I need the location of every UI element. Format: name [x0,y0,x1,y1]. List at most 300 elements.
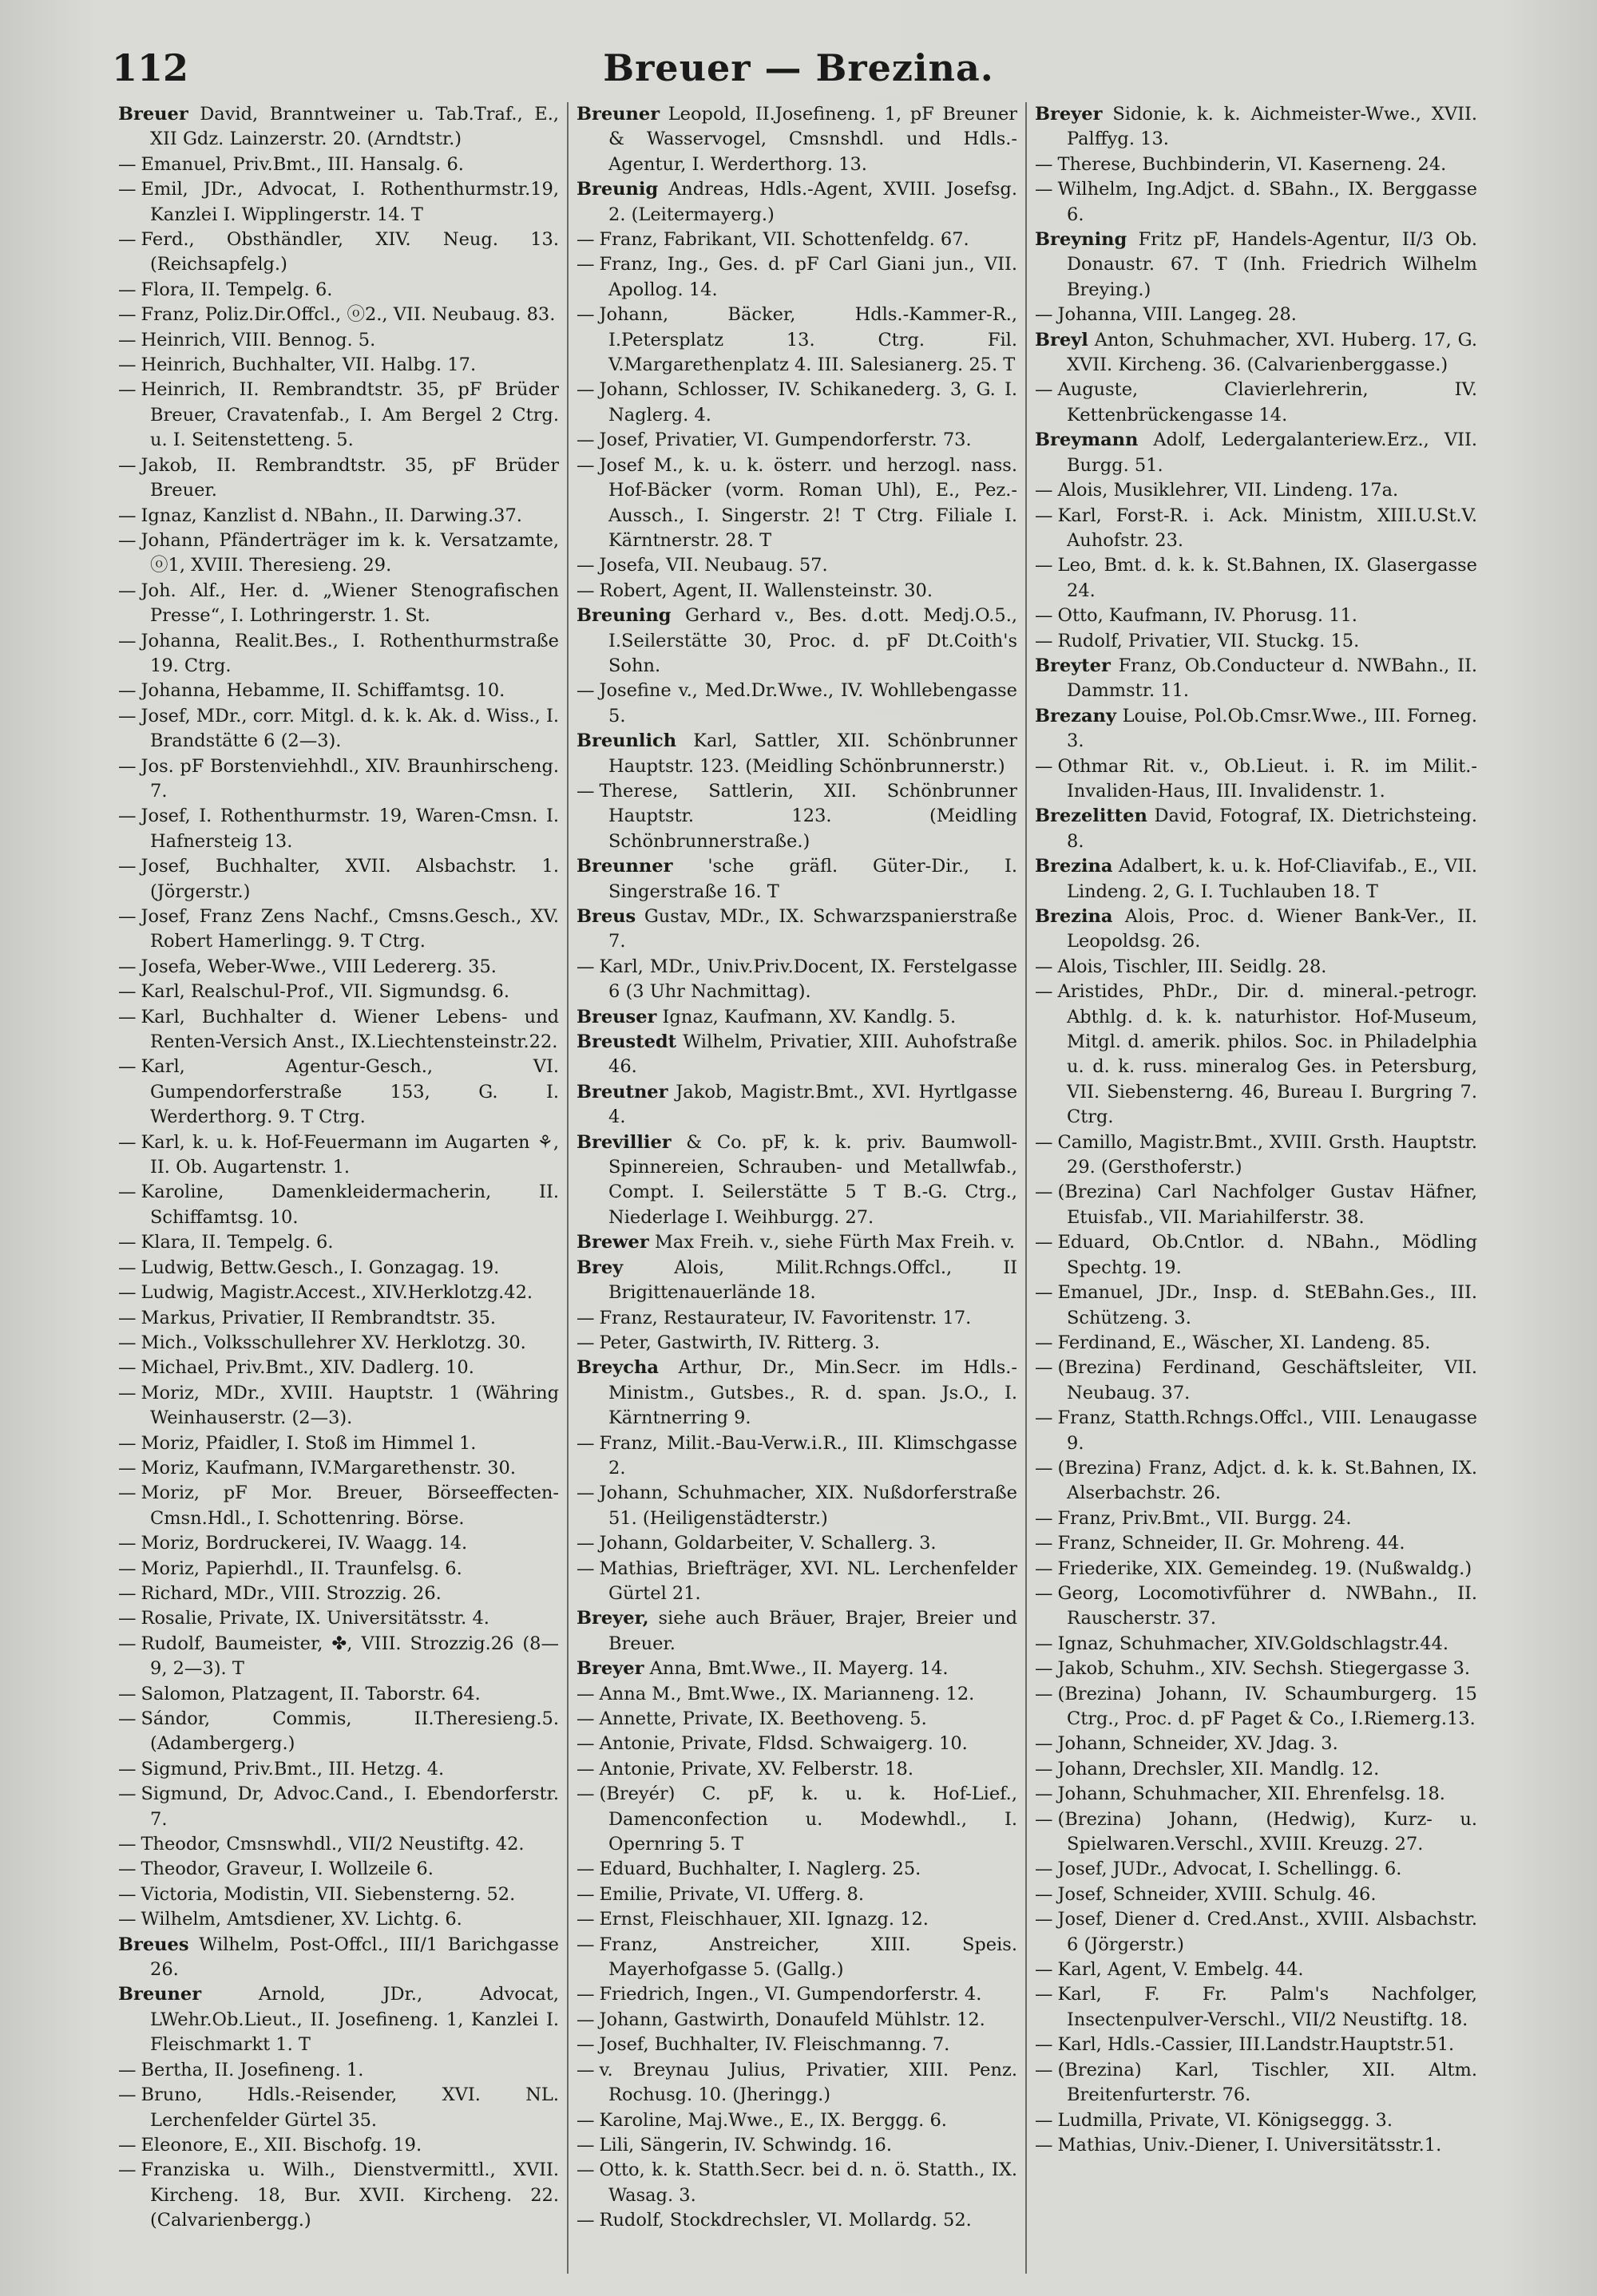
entry-text: Karl, Sattler, XII. Schönbrunner Hauptstr. 123. (Meidling Schönbrunnerstr.) [608,730,1017,777]
continuation-dash: — [1035,179,1053,200]
continuation-dash: — [1035,1808,1053,1830]
directory-entry [1035,1657,1477,1681]
continuation-dash: — [118,1533,137,1554]
entry-text: Alois, Milit.Rchngs.Offcl., II Brigittenauerlände 18. [608,1257,1017,1304]
directory-entry [577,854,1017,905]
continuation-dash: — [577,2034,595,2056]
directory-entry [118,1130,559,1181]
directory-entry [577,1732,1017,1756]
entry-text: Therese, Buchbinderin, VI. Kaserneng. 24. [1057,153,1447,175]
entry-text: Josef M., k. u. k. österr. und herzogl. nass. Hof-Bäcker (vorm. Roman Uhl), E., Pez.-Aussch., I. Singerstr. 2! T Ctrg. Filiale I. Kärntnerstr. 28. T [599,454,1017,551]
entry-text: Emanuel, JDr., Insp. d. StEBahn.Ges., III. Schützeng. 3. [1057,1282,1477,1328]
continuation-dash: — [577,1683,595,1704]
entry-surname: Breyter [1035,655,1111,676]
directory-entry [118,1055,559,1130]
directory-entry [118,1907,559,1932]
entry-text: Karl, Agent, V. Embelg. 44. [1057,1959,1304,1981]
continuation-dash: — [118,1582,137,1604]
entry-text: Jakob, Magistr.Bmt., XVI. Hyrtlgasse 4. [608,1081,1018,1128]
entry-text: Josef, Buchhalter, IV. Fleischmanng. 7. [599,2034,950,2056]
entry-surname: Breyning [1035,229,1127,251]
continuation-dash: — [118,279,137,300]
continuation-dash: — [118,304,137,326]
entry-text: (Brezina) Ferdinand, Geschäftsleiter, VII. Neubaug. 37. [1057,1357,1477,1403]
continuation-dash: — [118,1307,137,1328]
directory-entry [577,1933,1017,1983]
continuation-dash: — [118,981,137,1003]
entry-text: Josef, Privatier, VI. Gumpendorferstr. 73. [599,430,972,451]
entry-text: Georg, Locomotivführer d. NWBahn., II. Rauscherstr. 37. [1057,1582,1477,1629]
entry-text: Arthur, Dr., Min.Secr. im Hdls.-Ministm., Gutsbes., R. d. span. Js.O., I. Kärntnerring 9. [608,1357,1018,1429]
entry-text: Moriz, Papierhdl., II. Traunfelsg. 6. [141,1558,462,1579]
directory-entry [1035,428,1477,478]
directory-entry [1035,654,1477,704]
continuation-dash: — [577,1708,595,1729]
entry-text: Lili, Sängerin, IV. Schwindg. 16. [599,2134,892,2155]
directory-entry [1035,2108,1477,2133]
entry-text: Anna, Bmt.Wwe., II. Mayerg. 14. [649,1658,949,1680]
entry-surname: Breuner [118,1984,202,2005]
directory-entry [118,228,559,278]
entry-text: Ferdinand, E., Wäscher, XI. Landeng. 85. [1057,1332,1431,1353]
entry-text: Franz, Restaurateur, IV. Favoritenstr. 17. [599,1307,972,1328]
entry-text: Emil, JDr., Advocat, I. Rothenthurmstr.19, Kanzlei I. Wipplingerstr. 14. T [141,179,559,225]
entry-text: Flora, II. Tempelg. 6. [141,279,333,300]
directory-entry [577,1982,1017,2007]
directory-entry [1035,1557,1477,1581]
continuation-dash: — [118,1783,137,1805]
entry-text: (Brezina) Johann, IV. Schaumburgerg. 15 Ctrg., Proc. d. pF Paget & Co., I.Riemerg.13. [1057,1683,1477,1729]
continuation-dash: — [577,1558,595,1579]
continuation-dash: — [118,379,137,401]
entry-text: Heinrich, Buchhalter, VII. Halbg. 17. [141,354,477,376]
entry-text: Josefine v., Med.Dr.Wwe., IV. Wohllebengasse 5. [599,680,1017,726]
entry-surname: Breymann [1035,430,1139,451]
continuation-dash: — [118,755,137,777]
directory-entry [118,1481,559,1531]
entry-text: Johann, Pfänderträger im k. k. Versatzamte, ⓞ1, XVIII. Theresieng. 29. [141,529,559,576]
directory-entry [1035,1807,1477,1858]
directory-entry [118,453,559,504]
entry-text: Mich., Volksschullehrer XV. Herklotzg. 30. [141,1332,526,1353]
directory-entry [1035,1682,1477,1732]
entry-text: Karl, F. Fr. Palm's Nachfolger, Insectenpulver-Verschl., VII/2 Neustiftg. 18. [1057,1984,1477,2030]
entry-text: Heinrich, VIII. Bennog. 5. [141,329,376,350]
entry-text: Robert, Agent, II. Wallensteinstr. 30. [599,580,933,601]
continuation-dash: — [1035,755,1053,777]
directory-entry [118,1431,559,1456]
entry-text: Bruno, Hdls.-Reisender, XVI. NL. Lerchenfelder Gürtel 35. [141,2084,559,2131]
directory-entry [577,2108,1017,2133]
entry-text: 'sche gräfl. Güter-Dir., I. Singerstraße 16. T [608,856,1018,902]
entry-text: (Brezina) Carl Nachfolger Gustav Häfner, Etuisfab., VII. Mariahilferstr. 38. [1057,1182,1477,1228]
continuation-dash: — [577,304,595,326]
entry-surname: Breuning [577,605,672,627]
continuation-dash: — [118,1382,137,1403]
continuation-dash: — [1035,1758,1053,1779]
entry-surname: Breuser [577,1006,657,1027]
directory-entry [118,2083,559,2133]
entry-text: Auguste, Clavierlehrerin, IV. Kettenbrückengasse 14. [1057,379,1477,426]
entry-text: Therese, Sattlerin, XII. Schönbrunner Hauptstr. 123. (Meidling Schönbrunnerstraße.) [599,780,1017,852]
continuation-dash: — [118,2159,137,2181]
directory-entry [118,1707,559,1757]
directory-entry [118,1331,559,1356]
directory-entry [118,2058,559,2083]
continuation-dash: — [1035,1883,1053,1905]
continuation-dash: — [1035,2034,1053,2056]
continuation-dash: — [118,329,137,350]
entry-text: Camillo, Magistr.Bmt., XVIII. Grsth. Hauptstr. 29. (Gersthoferstr.) [1057,1131,1477,1178]
entry-text: Johann, Goldarbeiter, V. Schallerg. 3. [599,1533,937,1554]
entry-text: Moriz, Pfaidler, I. Stoß im Himmel 1. [141,1432,477,1454]
directory-entry [577,1606,1017,1657]
continuation-dash: — [577,1758,595,1779]
continuation-dash: — [577,254,595,275]
entry-surname: Breuer [118,104,188,125]
entry-text: Franz, Ing., Ges. d. pF Carl Giani jun., VII. Apollog. 14. [599,254,1017,300]
entry-surname: Brevillier [577,1131,672,1153]
continuation-dash: — [1035,1332,1053,1353]
directory-entry [118,1180,559,1230]
entry-text: Franziska u. Wilh., Dienstvermittl., XVII. Kircheng. 18, Bur. XVII. Kircheng. 22. (Calvarienbergg.) [141,2159,559,2231]
continuation-dash: — [118,1282,137,1304]
entry-text: Anna M., Bmt.Wwe., IX. Marianneng. 12. [599,1683,975,1704]
directory-entry [1035,1782,1477,1807]
directory-entry [118,1882,559,1907]
directory-entry [577,729,1017,779]
continuation-dash: — [118,153,137,175]
directory-entry [1035,228,1477,303]
continuation-dash: — [118,906,137,927]
entry-text: Johann, Gastwirth, Donaufeld Mühlstr. 12. [599,2009,985,2030]
entry-text: Andreas, Hdls.-Agent, XVIII. Josefsg. 2. (Leitermayerg.) [608,179,1017,225]
entry-text: Sándor, Commis, II.Theresieng.5. (Adambergerg.) [141,1708,559,1755]
continuation-dash: — [118,1131,137,1153]
entry-text: (Brezina) Karl, Tischler, XII. Altm. Breitenfurterstr. 76. [1057,2059,1477,2106]
entry-text: Eleonore, E., XII. Bischofg. 19. [141,2134,422,2155]
directory-entry [118,854,559,905]
entry-text: Gerhard v., Bes. d.ott. Medj.O.5., I.Seilerstätte 30, Proc. d. pF Dt.Coith's Sohn. [608,605,1017,676]
continuation-dash: — [577,2059,595,2080]
entry-surname: Brezelitten [1035,806,1147,827]
entry-text: Johanna, Hebamme, II. Schiffamtsg. 10. [141,680,505,702]
directory-entry [1035,378,1477,428]
directory-entry [1035,328,1477,378]
entry-text: Franz, Priv.Bmt., VII. Burgg. 24. [1057,1507,1352,1529]
entry-text: Ignaz, Kanzlist d. NBahn., II. Darwing.37. [141,505,522,526]
entry-text: Victoria, Modistin, VII. Siebensterng. 52. [141,1883,516,1905]
directory-entry [577,102,1017,177]
directory-entry [1035,1732,1477,1756]
continuation-dash: — [118,630,137,651]
directory-entry [118,754,559,805]
continuation-dash: — [577,2210,595,2231]
continuation-dash: — [577,2134,595,2155]
directory-entry [1035,478,1477,503]
continuation-dash: — [1035,1909,1053,1930]
continuation-dash: — [1035,1357,1053,1379]
entry-text: Wilhelm, Amtsdiener, XV. Lichtg. 6. [141,1909,462,1930]
continuation-dash: — [577,780,595,802]
entry-text: Josefa, Weber-Wwe., VIII Ledererg. 35. [141,956,497,977]
continuation-dash: — [118,806,137,827]
entry-surname: Breyl [1035,329,1088,350]
directory-entry [118,804,559,854]
directory-entry [118,1230,559,1255]
column-1 [110,102,569,2274]
entry-text: Johann, Bäcker, Hdls.-Kammer-R., I.Petersplatz 13. Ctrg. Fil. V.Margarethenplatz 4. III. Salesianerg. 25. T [599,304,1017,376]
directory-entry [1035,504,1477,554]
continuation-dash: — [118,2134,137,2155]
directory-entry [577,177,1017,228]
directory-entry [1035,1882,1477,1907]
continuation-dash: — [118,1257,137,1278]
continuation-dash: — [118,354,137,376]
entry-text: Theodor, Cmsnswhdl., VII/2 Neustiftg. 42. [141,1834,525,1855]
directory-entry [1035,980,1477,1130]
directory-entry [1035,553,1477,604]
directory-entry [577,1682,1017,1707]
entry-text: Klara, II. Tempelg. 6. [141,1232,334,1253]
directory-entry [1035,1456,1477,1506]
directory-entry [1035,1982,1477,2033]
directory-entry [118,2133,559,2158]
continuation-dash: — [1035,981,1053,1003]
continuation-dash: — [577,1733,595,1755]
entry-text: (Brezina) Johann, (Hedwig), Kurz- u. Spielwaren.Verschl., XVIII. Kreuzg. 27. [1057,1808,1477,1855]
directory-entry [118,955,559,980]
continuation-dash: — [118,1834,137,1855]
entry-text: Josef, I. Rothenthurmstr. 19, Waren-Cmsn. I. Hafnersteig 13. [141,806,559,852]
continuation-dash: — [1035,505,1053,526]
directory-entry [577,1030,1017,1080]
entry-text: Mathias, Univ.-Diener, I. Universitätsstr.1. [1057,2134,1442,2155]
directory-entry [1035,1531,1477,1556]
entry-text: Leopold, II.Josefineng. 1, pF Breuner & Wasservogel, Cmsnshdl. und Hdls.-Agentur, I. Werderthorg. 13. [608,104,1018,175]
continuation-dash: — [118,1232,137,1253]
entry-surname: Breycha [577,1357,659,1379]
directory-entry [118,1005,559,1055]
directory-entry [1035,1907,1477,1958]
directory-entry [1035,1506,1477,1531]
entry-text: Ludwig, Bettw.Gesch., I. Gonzagag. 19. [141,1257,500,1278]
continuation-dash: — [118,529,137,551]
entry-surname: Brey [577,1257,624,1278]
directory-entry [118,177,559,228]
entry-text: Max Freih. v., siehe Fürth Max Freih. v. [654,1232,1016,1253]
continuation-dash: — [1035,1407,1053,1429]
directory-entry [1035,804,1477,854]
continuation-dash: — [577,2159,595,2181]
directory-entry [118,303,559,327]
entry-text: Johann, Schlosser, IV. Schikanederg. 3, G. I. Naglerg. 4. [599,379,1017,426]
continuation-dash: — [118,1432,137,1454]
entry-text: (Breyér) C. pF, k. u. k. Hof-Lief., Damenconfection u. Modewhdl., I. Opernring 5. T [599,1783,1017,1855]
continuation-dash: — [1035,153,1053,175]
continuation-dash: — [1035,1182,1053,1203]
continuation-dash: — [1035,1282,1053,1304]
continuation-dash: — [118,1708,137,1729]
directory-entry [1035,2033,1477,2057]
directory-entry [577,378,1017,428]
directory-entry [577,303,1017,378]
continuation-dash: — [1035,480,1053,501]
directory-entry [118,1782,559,1832]
continuation-dash: — [118,956,137,977]
continuation-dash: — [1035,1457,1053,1479]
directory-entry [577,1531,1017,1556]
entry-surname: Brewer [577,1232,649,1253]
entry-text: Josef, Buchhalter, XVII. Alsbachstr. 1. (Jörgerstr.) [141,856,559,902]
entry-text: Markus, Privatier, II Rembrandtstr. 35. [141,1307,497,1328]
continuation-dash: — [1035,1582,1053,1604]
directory-entry [577,955,1017,1005]
entry-text: Peter, Gastwirth, IV. Ritterg. 3. [599,1332,880,1353]
continuation-dash: — [1035,2059,1053,2080]
directory-entry [118,1606,559,1631]
entry-text: Louise, Pol.Ob.Cmsr.Wwe., III. Forneg. 3. [1067,705,1477,752]
continuation-dash: — [118,179,137,200]
entry-text: Alois, Musiklehrer, VII. Lindeng. 17a. [1057,480,1399,501]
entry-text: Josef, Schneider, XVIII. Schulg. 46. [1057,1883,1377,1905]
directory-entry [577,779,1017,854]
continuation-dash: — [118,229,137,251]
directory-entry [1035,1406,1477,1456]
continuation-dash: — [118,1883,137,1905]
entry-text: Sigmund, Priv.Bmt., III. Hetzg. 4. [141,1758,445,1779]
entry-text: Karl, Buchhalter d. Wiener Lebens- und Renten-Versich Anst., IX.Liechtensteinstr.22. [141,1006,559,1053]
directory-entry [1035,754,1477,805]
entry-text: Aristides, PhDr., Dir. d. mineral.-petrogr. Abthlg. d. k. k. naturhistor. Hof-Museum, Mitgl. d. amerik. philos. Soc. in Philadelphia u. d. k. russ. mineralog Ges. in Petersburg, VII. Siebensterng. 46, Bureau I. Burgring 7. Ctrg. [1057,981,1477,1128]
entry-surname: Breustedt [577,1031,677,1053]
directory-columns [110,102,1487,2274]
entry-surname: Breunner [577,856,673,877]
continuation-dash: — [1035,555,1053,576]
directory-entry [1035,2058,1477,2108]
directory-entry [577,553,1017,578]
continuation-dash: — [1035,1984,1053,2005]
entry-text: Karl, k. u. k. Hof-Feuermann im Augarten ⚘, II. Ob. Augartenstr. 1. [141,1131,559,1178]
continuation-dash: — [118,1457,137,1479]
entry-text: Emanuel, Priv.Bmt., III. Hansalg. 6. [141,153,464,175]
entry-text: Adalbert, k. u. k. Hof-Cliavifab., E., VII. Lindeng. 2, G. I. Tuchlauben 18. T [1067,856,1477,902]
entry-text: Ignaz, Schuhmacher, XIV.Goldschlagstr.44. [1057,1633,1449,1654]
entry-text: Otto, Kaufmann, IV. Phorusg. 11. [1057,605,1357,627]
entry-text: Mathias, Briefträger, XVI. NL. Lerchenfelder Gürtel 21. [599,1558,1017,1604]
entry-surname: Brezina [1035,906,1113,927]
directory-entry [577,905,1017,955]
directory-entry [1035,1958,1477,1982]
entry-text: Wilhelm, Post-Offcl., III/1 Barichgasse 26. [150,1934,559,1981]
continuation-dash: — [577,454,595,476]
continuation-dash: — [118,1006,137,1027]
entry-text: Rosalie, Private, IX. Universitätsstr. 4. [141,1608,489,1629]
entry-text: Friederike, XIX. Gemeindeg. 19. (Nußwaldg.) [1057,1558,1472,1579]
entry-text: Rudolf, Privatier, VII. Stuckg. 15. [1057,630,1360,651]
continuation-dash: — [577,2109,595,2131]
continuation-dash: — [577,379,595,401]
directory-entry [577,1431,1017,1482]
continuation-dash: — [118,1608,137,1629]
entry-text: Johann, Drechsler, XII. Mandlg. 12. [1057,1758,1380,1779]
directory-entry [118,378,559,453]
continuation-dash: — [1035,1558,1053,1579]
directory-entry [118,1381,559,1431]
directory-entry [1035,1356,1477,1406]
continuation-dash: — [1035,379,1053,401]
entry-text: Eduard, Buchhalter, I. Naglerg. 25. [599,1859,921,1880]
directory-entry [577,1557,1017,1607]
continuation-dash: — [577,2009,595,2030]
directory-entry [118,1281,559,1305]
directory-entry [118,1857,559,1882]
directory-entry [577,2208,1017,2233]
entry-text: Sigmund, Dr, Advoc.Cand., I. Ebendorferstr. 7. [141,1783,559,1830]
directory-entry [577,1230,1017,1255]
continuation-dash: — [1035,1232,1053,1253]
directory-entry [118,1356,559,1380]
continuation-dash: — [1035,1131,1053,1153]
page-number: 112 [112,46,189,89]
entry-text: Leo, Bmt. d. k. k. St.Bahnen, IX. Glasergasse 24. [1057,555,1477,601]
running-title: Breuer — Brezina. [603,46,994,89]
directory-entry [577,2158,1017,2208]
continuation-dash: — [577,1859,595,1880]
entry-text: Annette, Private, IX. Beethoveng. 5. [599,1708,927,1729]
directory-entry [577,228,1017,252]
entry-text: Franz, Milit.-Bau-Verw.i.R., III. Klimschgasse 2. [599,1432,1017,1479]
entry-surname: Breutner [577,1081,668,1102]
entry-text: Josef, Franz Zens Nachf., Cmsns.Gesch., XV. Robert Hamerlingg. 9. T Ctrg. [141,906,559,952]
continuation-dash: — [118,1758,137,1779]
continuation-dash: — [118,856,137,877]
entry-text: Michael, Priv.Bmt., XIV. Dadlerg. 10. [141,1357,474,1379]
directory-entry [1035,177,1477,228]
entry-surname: Breuner [577,104,660,125]
entry-text: Theodor, Graveur, I. Wollzeile 6. [141,1859,434,1880]
continuation-dash: — [118,1332,137,1353]
continuation-dash: — [577,956,595,977]
directory-entry [1035,704,1477,754]
directory-entry [118,1682,559,1707]
continuation-dash: — [1035,1633,1053,1654]
directory-entry [577,1005,1017,1030]
continuation-dash: — [1035,1783,1053,1805]
directory-entry [577,252,1017,303]
continuation-dash: — [577,1934,595,1955]
directory-entry [1035,854,1477,905]
continuation-dash: — [577,1432,595,1454]
entry-text: Otto, k. k. Statth.Secr. bei d. n. ö. Statth., IX. Wasag. 3. [599,2159,1017,2206]
continuation-dash: — [577,1533,595,1554]
continuation-dash: — [577,1984,595,2005]
directory-entry [118,1982,559,2057]
entry-surname: Breunig [577,179,659,200]
directory-entry [1035,1857,1477,1882]
continuation-dash: — [118,1859,137,1880]
directory-entry [118,629,559,679]
entry-text: Joh. Alf., Her. d. „Wiener Stenografischen Presse“, I. Lothringerstr. 1. St. [141,580,559,627]
entry-text: Jakob, Schuhm., XIV. Sechsh. Stiegergasse 3. [1057,1658,1471,1680]
directory-entry [118,679,559,703]
directory-entry [1035,905,1477,955]
entry-text: Franz, Schneider, II. Gr. Mohreng. 44. [1057,1533,1405,1554]
entry-text: Johann, Schuhmacher, XII. Ehrenfelsg. 18. [1057,1783,1445,1805]
entry-text: Gustav, MDr., IX. Schwarzspanierstraße 7. [608,906,1017,952]
directory-entry [118,528,559,579]
entry-text: Karl, Forst-R. i. Ack. Ministm, XIII.U.St.V. Auhofstr. 23. [1057,505,1477,551]
